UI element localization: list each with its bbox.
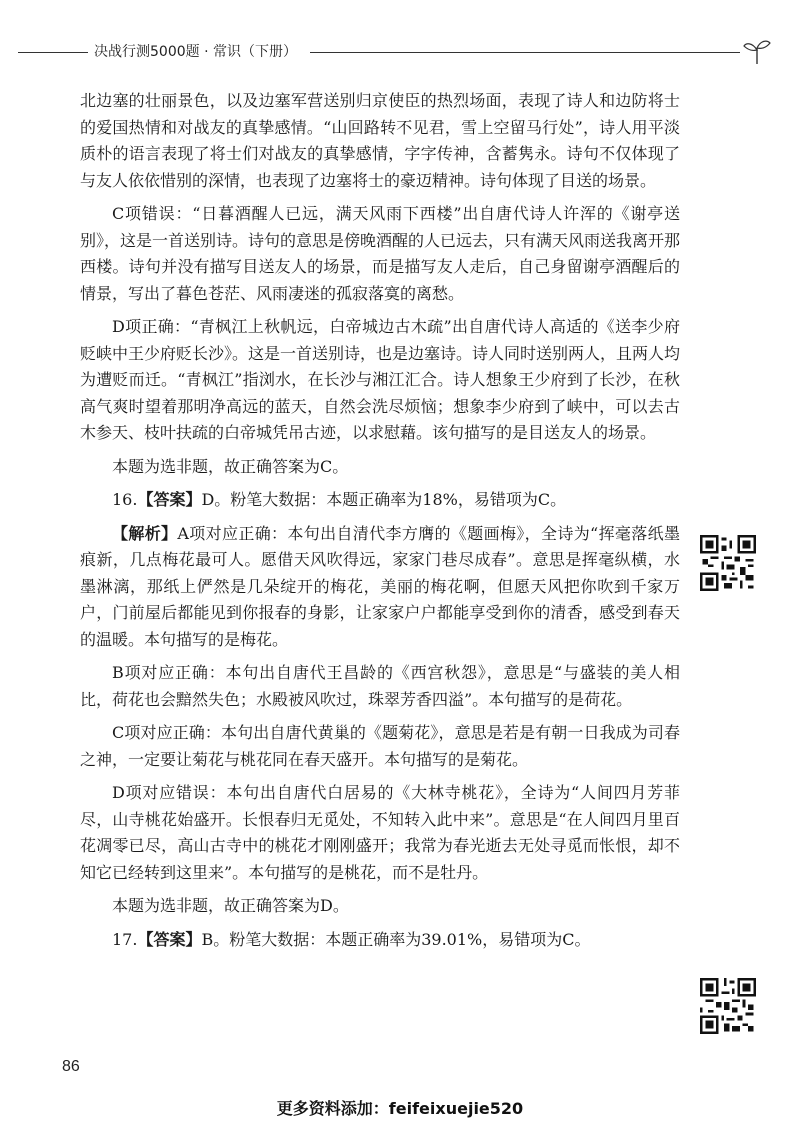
header-rule-right bbox=[310, 52, 740, 53]
analysis-tag: 【解析】 bbox=[112, 523, 178, 543]
question-17-answer bbox=[80, 927, 680, 954]
page-body bbox=[80, 88, 680, 960]
running-header bbox=[18, 38, 778, 66]
page-number: 86 bbox=[62, 1058, 80, 1075]
sprout-icon bbox=[742, 38, 772, 66]
paragraph-conclusion-16: 本题为选非题，故正确答案为D。 bbox=[112, 896, 349, 915]
question-16-answer bbox=[80, 487, 680, 514]
paragraph-16-option-d: D项对应错误：本句出自唐代白居易的《大林寺桃花》，全诗为“人间四月芳菲尽，山寺桃花始盛开。长恨春归无觅处，不知转入此中来”。意思是“在人间四月里百花凋零已尽，高山古寺中的桃花才刚刚盛开；我常为春光逝去无处寻觅而怅恨，却不知它已经转到这里来”。本句描写的是桃花，而不是牡丹。 bbox=[80, 783, 680, 882]
answer-tag: 【答案】 bbox=[137, 490, 202, 509]
question-number: 17. bbox=[112, 929, 138, 949]
paragraph-conclusion-15: 本题为选非题，故正确答案为C。 bbox=[112, 456, 349, 476]
footer-note: 更多资料添加：feifeixuejie520 bbox=[276, 1099, 524, 1118]
paragraph-option-d: D项正确：“青枫江上秋帆远，白帝城边古木疏”出自唐代诗人高适的《送李少府贬峡中王少府贬长沙》。这是一首送别诗，也是边塞诗。诗人同时送别两人，且两人均为遭贬而迁。“青枫江”指浏水，在长沙与湘江汇合。诗人想象王少府到了长沙，在秋高气爽时望着那明净高远的蓝天，自然会洗尽烦恼；想象李少府到了峡中，可以去古木参天、枝叶扶疏的白帝城凭吊古迹，以求慰藉。该句描写的是目送友人的场景。 bbox=[80, 317, 681, 442]
paragraph-16-option-b: B项对应正确：本句出自唐代王昌龄的《西宫秋怨》，意思是“与盛装的美人相比，荷花也会黯然失色；水殿被风吹过，珠翠芳香四溢”。本句描写的是荷花。 bbox=[80, 663, 680, 709]
paragraph-16-option-c: C项对应正确：本句出自唐代黄巢的《题菊花》，意思是若是有朝一日我成为司春之神，一定要让菊花与桃花同在春天盛开。本句描写的是菊花。 bbox=[80, 723, 680, 769]
question-16-analysis bbox=[80, 521, 680, 654]
answer-text: B。粉笔大数据：本题正确率为39.01%，易错项为C。 bbox=[201, 929, 591, 949]
answer-tag: 【答案】 bbox=[137, 929, 202, 949]
book-title: 决战行测5000题 · 常识（下册） bbox=[94, 44, 297, 60]
answer-text: D。粉笔大数据：本题正确率为18%，易错项为C。 bbox=[201, 490, 567, 509]
paragraph-option-c: C项错误：“日暮酒醒人已远，满天风雨下西楼”出自唐代诗人许浑的《谢亭送别》，这是一首送别诗。诗句的意思是傍晚酒醒的人已远去，只有满天风雨送我离开那西楼。诗句并没有描写目送友人的场景，而是描写友人走后，自己身留谢亭酒醒后的情景，写出了暮色苍茫、风雨凄迷的孤寂落寞的离愁。 bbox=[80, 204, 681, 303]
qr-code-icon[interactable] bbox=[700, 978, 756, 1034]
header-rule-left bbox=[18, 52, 88, 53]
analysis-text: A项对应正确：本句出自清代李方膺的《题画梅》，全诗为“挥毫落纸墨痕新，几点梅花最可人。愿借天风吹得远，家家门巷尽成春”。意思是挥毫纵横，水墨淋漓，那纸上俨然是几朵绽开的梅花，美丽的梅花啊，但愿天风把你吹到千家万户，门前屋后都能见到你报春的身影，让家家户户都能享受到你的清香，感受到春天的温暖。本句描写的是梅花。 bbox=[80, 523, 680, 649]
qr-code-icon[interactable] bbox=[700, 535, 756, 591]
question-number: 16. bbox=[112, 490, 138, 509]
paragraph-b-continued: 北边塞的壮丽景色，以及边塞军营送别归京使臣的热烈场面，表现了诗人和边防将士的爱国热情和对战友的真挚感情。“山回路转不见君，雪上空留马行处”，诗人用平淡质朴的语言表现了将士们对战友的真挚感情，字字传神，含蓄隽永。诗句不仅体现了与友人依依惜别的深情，也表现了边塞将士的豪迈精神。诗句体现了目送的场景。 bbox=[80, 91, 680, 190]
